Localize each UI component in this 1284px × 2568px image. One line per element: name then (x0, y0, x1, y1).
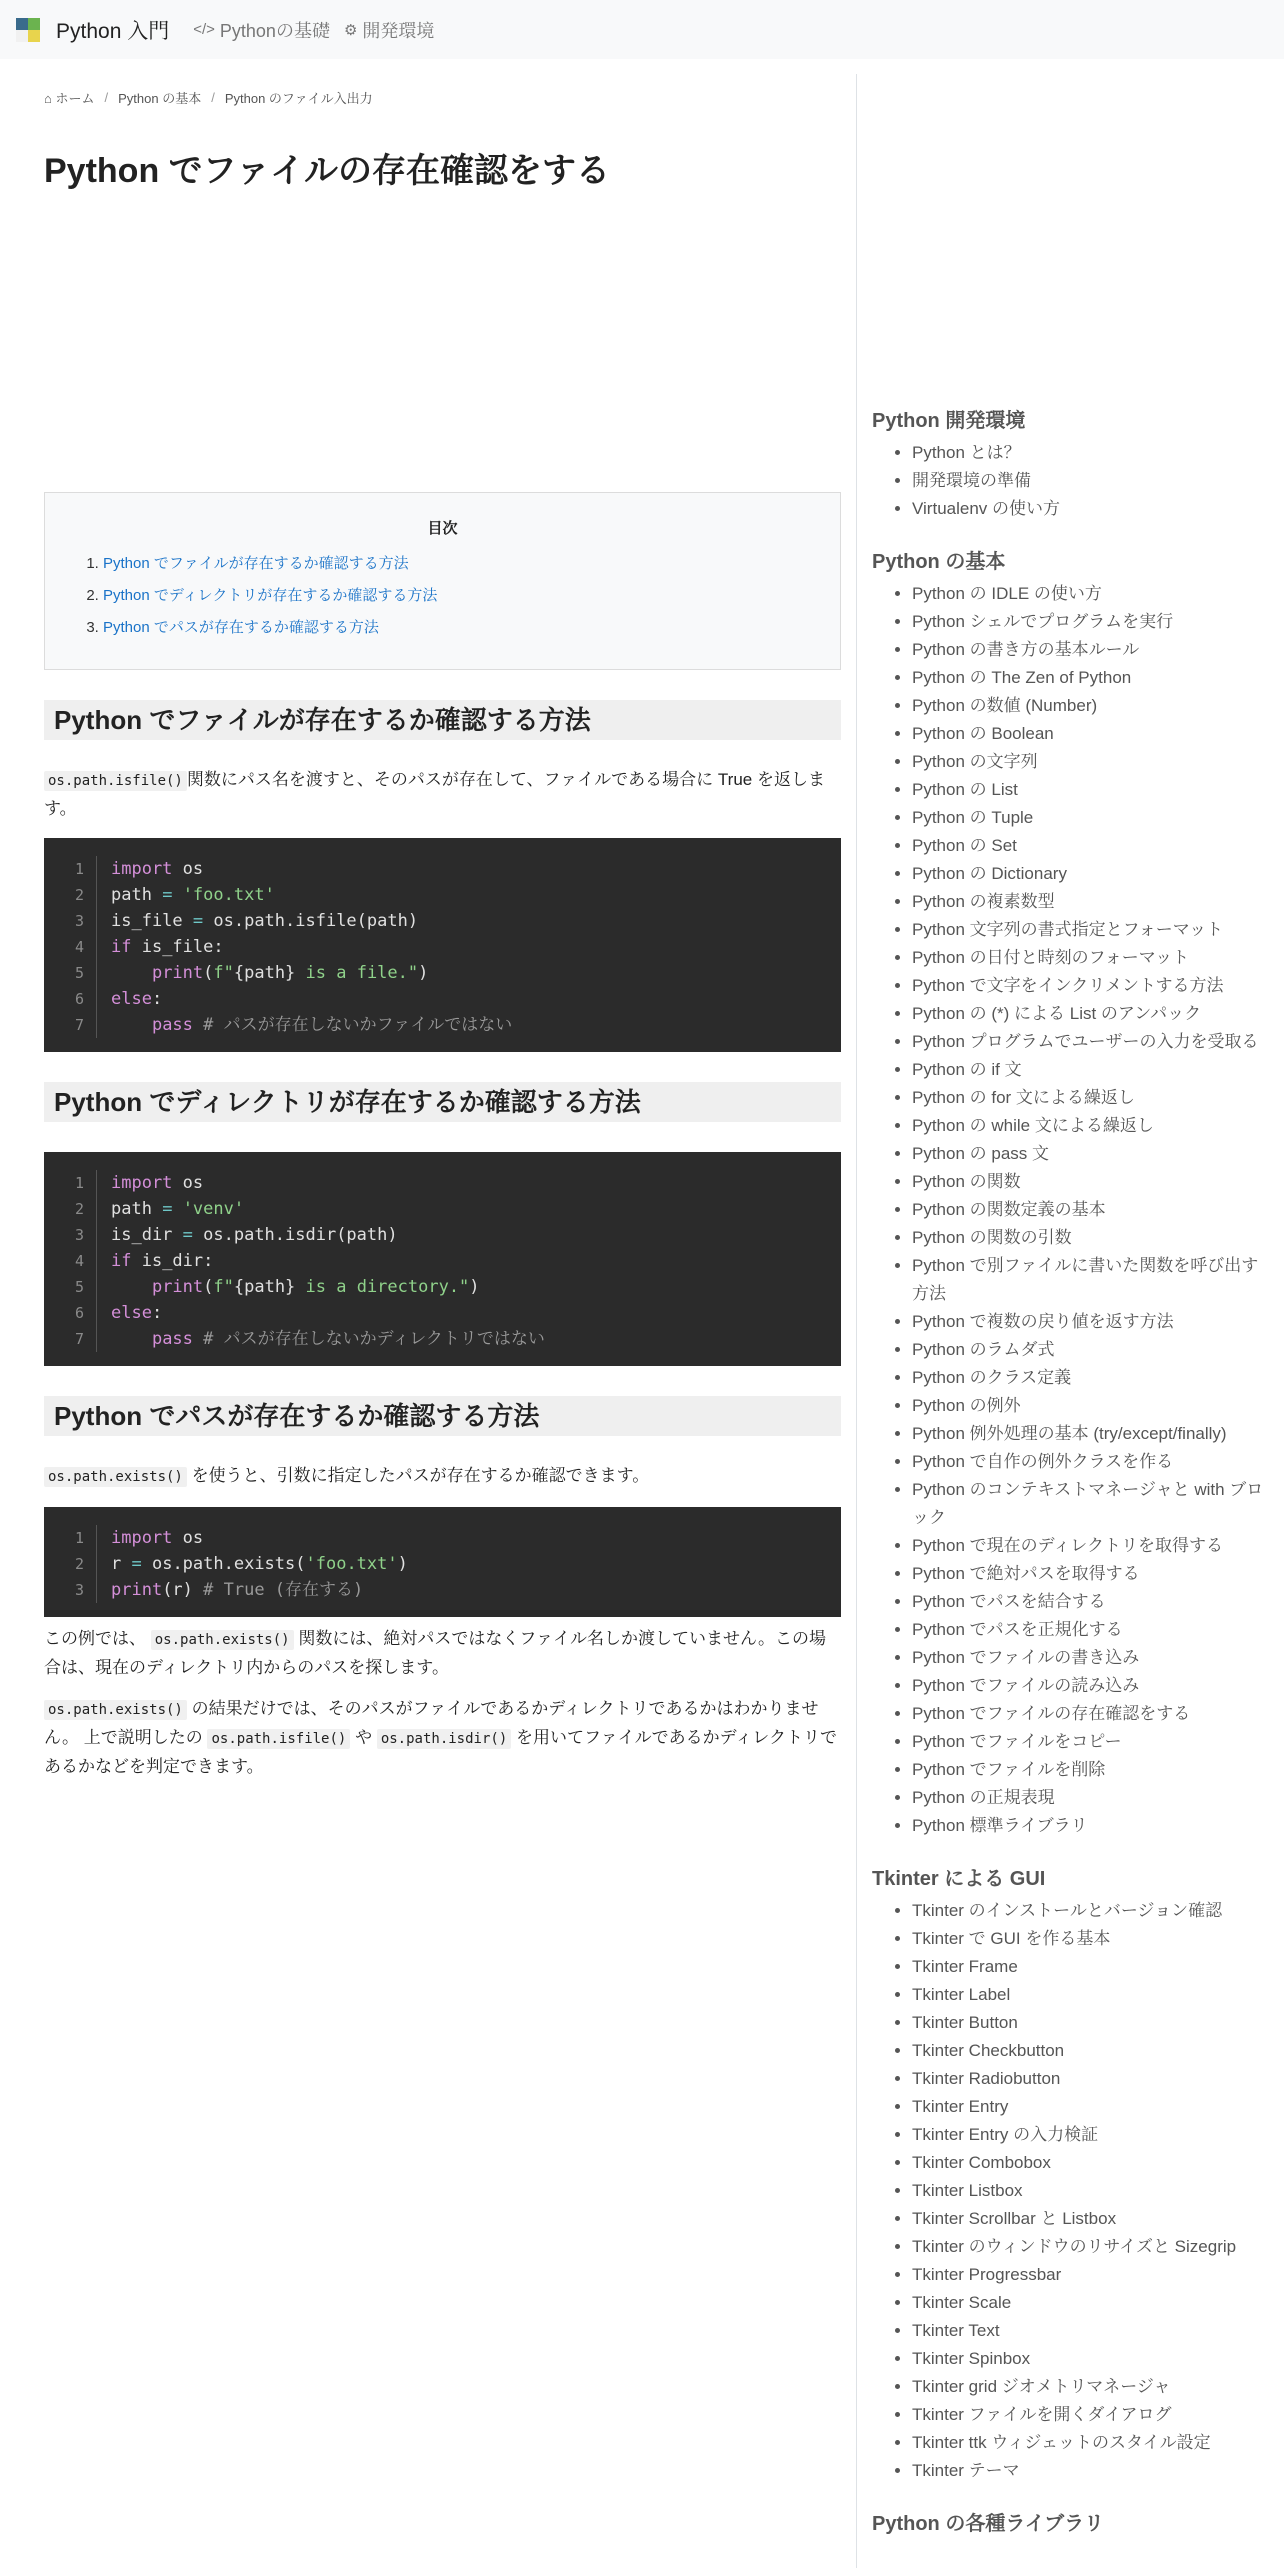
code-line: import os (111, 858, 204, 879)
breadcrumb-separator: / (211, 90, 215, 105)
sidebar-link[interactable]: • Tkinter ファイルを開くダイアログ (912, 2401, 1272, 2429)
sidebar-link[interactable]: • Tkinter テーマ (912, 2457, 1272, 2485)
nav-link-basics[interactable] (193, 17, 330, 43)
breadcrumb-item[interactable]: Python のファイル入出力 (224, 91, 373, 106)
sidebar-link[interactable]: • Python の (*) による List のアンパック (912, 1000, 1272, 1028)
sidebar-link[interactable]: • Python の正規表現 (912, 1784, 1272, 1812)
sidebar-link[interactable]: • Python の関数定義の基本 (912, 1196, 1272, 1224)
sidebar-group-title: Python の基本 (872, 551, 1006, 573)
toc-item (103, 548, 810, 580)
section-heading-dir: Python でディレクトリが存在するか確認する方法 (44, 1082, 841, 1122)
sidebar-list (872, 1897, 1272, 2485)
sidebar-link[interactable]: • Python でファイルを削除 (912, 1756, 1272, 1784)
code-line: else: (111, 988, 163, 1009)
python-logo-icon[interactable] (16, 18, 40, 42)
sidebar-link[interactable]: • Python 文字列の書式指定とフォーマット (912, 916, 1272, 944)
code-line: pass # パスが存在しないかディレクトリではない (151, 1328, 545, 1349)
sidebar-link[interactable]: • Tkinter Checkbutton (912, 2037, 1272, 2065)
sidebar-link[interactable]: • Python シェルでプログラムを実行 (912, 608, 1272, 636)
sidebar-link[interactable]: • Tkinter Radiobutton (912, 2065, 1272, 2093)
breadcrumb-item[interactable]: Python の基本 (118, 91, 202, 106)
column-divider (856, 74, 857, 2568)
section-path-intro: os.path.exists() を使うと、引数に指定したパスが存在するか確認できます。 (44, 1462, 841, 1491)
code-line: path = 'venv' (111, 1198, 245, 1219)
sidebar-group-title: Tkinter による GUI (872, 1868, 1046, 1890)
code-line: if is_dir: (111, 1250, 214, 1271)
sidebar-link[interactable]: • Tkinter のウィンドウのリサイズと Sizegrip (912, 2233, 1272, 2261)
sidebar-link[interactable]: • Virtualenv の使い方 (912, 495, 1272, 523)
sidebar-link[interactable]: • Tkinter Listbox (912, 2177, 1272, 2205)
sidebar-link[interactable]: • Python の for 文による繰返し (912, 1084, 1272, 1112)
sidebar-link[interactable]: • Python の while 文による繰返し (912, 1112, 1272, 1140)
sidebar-link[interactable]: • Tkinter Scrollbar と Listbox (912, 2205, 1272, 2233)
code-line: path = 'foo.txt' (111, 884, 275, 905)
breadcrumb-home[interactable]: ⌂ ホーム (44, 91, 95, 106)
toc-link[interactable]: Python でパスが存在するか確認する方法 (103, 618, 379, 636)
inline-code: os.path.isdir() (377, 1729, 511, 1749)
sidebar-link[interactable]: • Python の例外 (912, 1392, 1272, 1420)
nav-link-devenv[interactable] (344, 17, 434, 43)
sidebar-link[interactable]: • Python 標準ライブラリ (912, 1812, 1272, 1840)
sidebar-link[interactable]: • Python の if 文 (912, 1056, 1272, 1084)
inline-code: os.path.isfile() (207, 1729, 350, 1749)
sidebar-link[interactable]: • Python で絶対パスを取得する (912, 1560, 1272, 1588)
page-title: Python でファイルの存在確認をする (44, 152, 610, 190)
sidebar-link[interactable]: • 開発環境の準備 (912, 467, 1272, 495)
sidebar-link[interactable]: • Tkinter Scale (912, 2289, 1272, 2317)
navbar (0, 0, 1284, 59)
sidebar-link[interactable]: • Python で複数の戻り値を返す方法 (912, 1308, 1272, 1336)
sidebar-link[interactable]: • Tkinter のインストールとバージョン確認 (912, 1897, 1272, 1925)
inline-code: os.path.isfile() (44, 771, 187, 791)
sidebar-link[interactable]: • Python でファイルの読み込み (912, 1672, 1272, 1700)
toc-title: 目次 (427, 519, 458, 537)
code-icon: </> (193, 21, 215, 38)
sidebar-link[interactable]: • Python で別ファイルに書いた関数を呼び出す方法 (912, 1252, 1272, 1308)
sidebar-link[interactable]: • Python の The Zen of Python (912, 664, 1272, 692)
sidebar-link[interactable]: • Python で現在のディレクトリを取得する (912, 1532, 1272, 1560)
sidebar-link[interactable]: • Tkinter Combobox (912, 2149, 1272, 2177)
sidebar-link[interactable]: • Python プログラムでユーザーの入力を受取る (912, 1028, 1272, 1056)
sidebar-link[interactable]: • Python の複素数型 (912, 888, 1272, 916)
brand-link[interactable]: Python 入門 (56, 19, 170, 43)
sidebar-link[interactable]: • Tkinter Entry (912, 2093, 1272, 2121)
sidebar-list (872, 439, 1272, 523)
sidebar-link[interactable]: • Tkinter Progressbar (912, 2261, 1272, 2289)
gear-icon: ⚙ (343, 21, 358, 39)
sidebar-link[interactable]: • Python のクラス定義 (912, 1364, 1272, 1392)
section-path-note-2: os.path.exists() の結果だけでは、そのパスがファイルであるかディレクトリであるかはわかりません。 上で説明したの os.path.isfile() や os.path.isdir() を用いてファイルであるかディレクトリであるかなどを判定できます。 (44, 1698, 837, 1776)
sidebar-link[interactable]: • Python でパスを正規化する (912, 1616, 1272, 1644)
inline-code: os.path.exists() (44, 1467, 187, 1487)
sidebar-group-title: Python の各種ライブラリ (872, 2513, 1105, 2535)
sidebar-link[interactable]: • Tkinter Label (912, 1981, 1272, 2009)
code-line: import os (111, 1527, 204, 1548)
code-line: is_file = os.path.isfile(path) (111, 910, 419, 931)
code-block-file: 1 import os 2 path = 'foo.txt' 3 is_file = os.path.isfile(path) 4 if is_file: 5 print(f"{path} is a file.") 6 else: 7 pass # パスが存在しないかファイルではない (44, 838, 841, 1052)
home-icon: ⌂ (44, 91, 52, 106)
section-file-intro: os.path.isfile() 関数にパス名を渡すと、そのパスが存在して、ファイルである場合に True を返します。 (44, 769, 825, 818)
sidebar-link[interactable]: • Python の関数 (912, 1168, 1272, 1196)
sidebar-link[interactable]: • Python とは？ (912, 439, 1272, 467)
sidebar-group-title: Python 開発環境 (872, 410, 1026, 432)
code-line: is_dir = os.path.isdir(path) (111, 1224, 398, 1245)
sidebar-link[interactable]: • Python の Boolean (912, 720, 1272, 748)
nav-link-label: Pythonの基礎 (219, 20, 330, 41)
toc-item (103, 612, 810, 644)
sidebar-link[interactable]: • Python の数値 (Number) (912, 692, 1272, 720)
code-line: if is_file: (111, 936, 224, 957)
sidebar-link[interactable]: • Python の関数の引数 (912, 1224, 1272, 1252)
toc-link[interactable]: Python でファイルが存在するか確認する方法 (103, 554, 409, 572)
sidebar-link[interactable]: • Tkinter Frame (912, 1953, 1272, 1981)
code-block-path: 1 import os 2 r = os.path.exists('foo.txt') 3 print(r) # True (存在する) (44, 1507, 841, 1617)
code-line: print(r) # True (存在する) (111, 1579, 364, 1600)
sidebar-link[interactable]: • Tkinter で GUI を作る基本 (912, 1925, 1272, 1953)
sidebar-link[interactable]: • Python の Tuple (912, 804, 1272, 832)
sidebar-link[interactable]: • Python でファイルの書き込み (912, 1644, 1272, 1672)
sidebar-link[interactable]: • Tkinter Button (912, 2009, 1272, 2037)
sidebar-link[interactable]: • Python で自作の例外クラスを作る (912, 1448, 1272, 1476)
sidebar-link[interactable]: • Python の IDLE の使い方 (912, 580, 1272, 608)
code-line: r = os.path.exists('foo.txt') (111, 1553, 408, 1574)
section-heading-path: Python でパスが存在するか確認する方法 (44, 1396, 841, 1436)
code-line: else: (111, 1302, 163, 1323)
sidebar-link[interactable]: • Python の List (912, 776, 1272, 804)
section-heading-file: Python でファイルが存在するか確認する方法 (44, 700, 841, 740)
ad-space (44, 192, 841, 492)
code-line: print(f"{path} is a directory.") (151, 1276, 480, 1297)
toc-link[interactable]: Python でディレクトリが存在するか確認する方法 (103, 586, 438, 604)
sidebar-link[interactable]: • Python のラムダ式 (912, 1336, 1272, 1364)
sidebar-link[interactable]: • Python の Set (912, 832, 1272, 860)
breadcrumb (44, 88, 841, 107)
sidebar-link[interactable]: • Python でファイルの存在確認をする (912, 1700, 1272, 1728)
sidebar (872, 404, 1272, 2558)
sidebar-link[interactable]: • Tkinter grid ジオメトリマネージャ (912, 2373, 1272, 2401)
sidebar-link[interactable]: • Python の Dictionary (912, 860, 1272, 888)
code-line: print(f"{path} is a file.") (151, 962, 429, 983)
sidebar-link[interactable]: • Python の日付と時刻のフォーマット (912, 944, 1272, 972)
sidebar-link[interactable]: • Python の文字列 (912, 748, 1272, 776)
code-line: pass # パスが存在しないかファイルではない (151, 1014, 513, 1035)
toc-item (103, 580, 810, 612)
sidebar-link[interactable]: • Python でパスを結合する (912, 1588, 1272, 1616)
sidebar-link[interactable]: • Python でファイルをコピー (912, 1728, 1272, 1756)
sidebar-link[interactable]: • Tkinter Entry の入力検証 (912, 2121, 1272, 2149)
code-block-dir: 1 import os 2 path = 'venv' 3 is_dir = os.path.isdir(path) 4 if is_dir: 5 print(f"{path} is a directory.") 6 else: 7 pass # パスが存在しないかディレクトリではない (44, 1152, 841, 1366)
sidebar-link[interactable]: • Python 例外処理の基本 (try/except/finally) (912, 1420, 1272, 1448)
sidebar-list (872, 580, 1272, 1840)
sidebar-link[interactable]: • Tkinter Text (912, 2317, 1272, 2345)
main-content (44, 74, 841, 1780)
code-line: import os (111, 1172, 204, 1193)
sidebar-link[interactable]: • Python の pass 文 (912, 1140, 1272, 1168)
inline-code: os.path.exists() (44, 1700, 187, 1720)
sidebar-link[interactable]: • Python で文字をインクリメントする方法 (912, 972, 1272, 1000)
sidebar-link[interactable]: • Python のコンテキストマネージャと with ブロック (912, 1476, 1272, 1532)
sidebar-link[interactable]: • Tkinter Spinbox (912, 2345, 1272, 2373)
nav-link-label: 開発環境 (362, 20, 435, 41)
sidebar-link[interactable]: • Python の書き方の基本ルール (912, 636, 1272, 664)
breadcrumb-separator: / (104, 90, 109, 105)
table-of-contents (44, 492, 841, 670)
section-path-note-1: この例では、 os.path.exists() 関数には、絶対パスではなくファイル名しか渡していません。この場合は、現在のディレクトリ内からのパスを探します。 (44, 1628, 827, 1677)
inline-code: os.path.exists() (151, 1630, 294, 1650)
sidebar-link[interactable]: • Tkinter ttk ウィジェットのスタイル設定 (912, 2429, 1272, 2457)
